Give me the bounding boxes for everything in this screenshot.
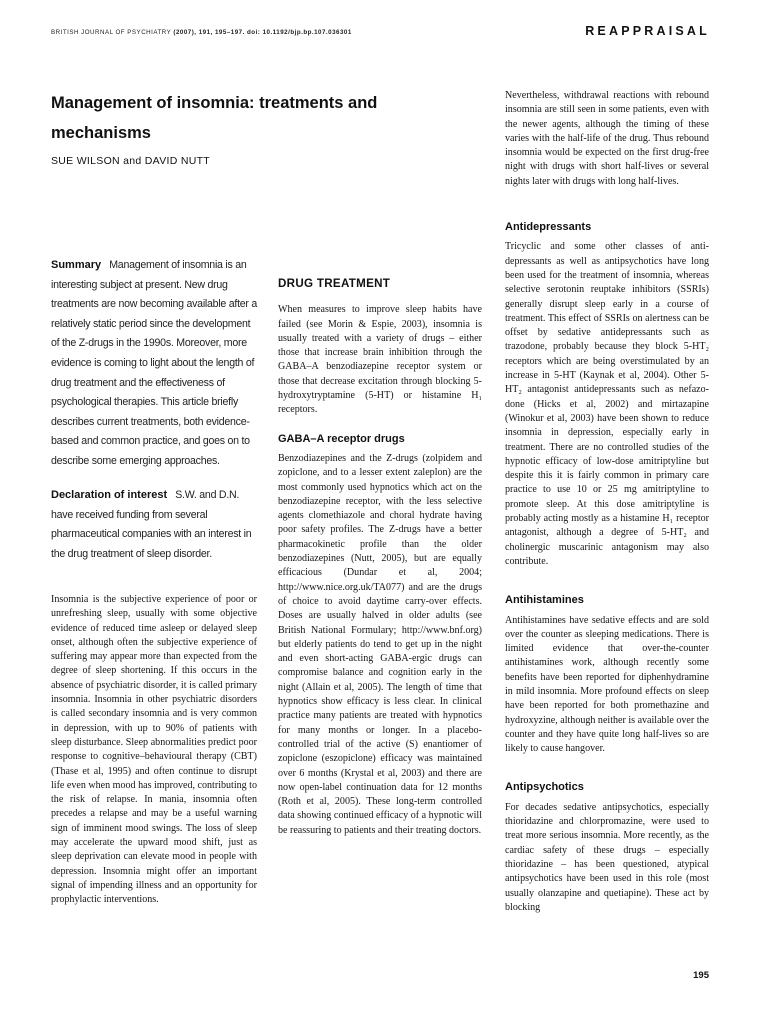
page-number: 195 bbox=[693, 970, 709, 981]
author-conjunction: and bbox=[123, 155, 142, 167]
author-second: DAVID NUTT bbox=[144, 155, 211, 167]
article-authors bbox=[51, 155, 210, 167]
gaba-heading: GABA–A receptor drugs bbox=[278, 432, 405, 445]
intro-paragraph: Insomnia is the subjective experience of poor or unrefreshing sleep, usually with some objective evidence of reduced time asleep or delayed sleep onset, although often the subjective experience of suffering may appear more than expected from the degree of sleep shortening. If this occurs in the absence of psychiatric disorder, it is called primary insomnia. Insomnia in other psychiatric disorders is called secondary insomnia and is very common in depression, with up to 90% of patients with sleep disturbance. Sleep abnormalities predict poor response to cognitive–behavioural therapy (CBT) (Thase et al, 1995) and often continue to disrupt life even when mood has improved, contributing to the risk of relapse. In mania, insomnia often precedes a relapse and may be a useful warning sign of imminent mood swings. The loss of sleep may accelerate the upward mood shift, just as sleep deprivation can elevate mood in people with depression. Insomnia might offer an important signal of impending illness and an opportunity for prophylactic interventions. bbox=[51, 594, 257, 906]
journal-name: BRITISH JOURNAL OF PSYCHIATRY bbox=[51, 29, 172, 36]
summary-heading: Summary bbox=[51, 259, 102, 271]
article-title: Management of insomnia: treatments and mechanisms bbox=[51, 94, 378, 142]
summary-block bbox=[51, 256, 259, 472]
journal-citation bbox=[51, 29, 471, 36]
antipsychotics-paragraph: For decades sedative antipsychotics, especially thioridazine and chlorpromazine, were used to treat more serious insomnia. More recently, as the cardiac safety of these drugs – especially thioridazine – has been questioned, atypical antipsychotics have been used in this role (most usually olanzapine and quetiapine). These act by blocking bbox=[505, 801, 709, 913]
withdrawal-paragraph: Nevertheless, withdrawal reactions with rebound insomnia are still seen in some patients, even with the newer agents, although the timing of these varies with the half-life of the drug. Thus rebound insomnia would be expected on the first drug-free night with drugs with short half-lives or several nights later with drugs with long half-lives. bbox=[505, 90, 709, 187]
antipsychotics-heading: Antipsychotics bbox=[505, 781, 584, 794]
gaba-paragraph: Benzodiazepines and the Z-drugs (zolpidem and zopiclone, and to a lesser extent zaleplon) are the most commonly used hypnotics which act on the benzodiazepine receptor, with the less selective agents clomethiazole and choral hydrate having poor safety profiles. The Z-drugs have a better pharmacokinetic profile than the older benzodiazepines (Nutt, 2005), but are equally efficacious (Dundar et al, 2004; http://www.nice.org.uk/TA077) and are the drugs of choice to avoid daytime carry-over effects. Doses are usually halved in older adults (see British National Formulary; http://www.bnf.org) but elderly patients do tend to get up in the night and even short-acting GABA-ergic drugs can compromise balance and cognition early in the night (Allain et al, 2005). The length of time that hypnotics show efficacy is less clear. In clinical practice many patients are treated with hypnotics for many months or longer. In a placebo-controlled trial of the active (S) enantiomer of zopiclone (eszopiclone) efficacy was maintained over 6 months (Krystal et al, 2003) and there are now open-label continuation data for 12 months (Roth et al, 2005). These long-term controlled data showing continued efficacy of a hypnotic will be reassuring to patients and their treating doctors. bbox=[278, 452, 482, 836]
declaration-block bbox=[51, 486, 259, 564]
author-first: SUE WILSON bbox=[51, 155, 120, 167]
antihistamines-heading: Antihistamines bbox=[505, 594, 584, 607]
body-column-2 bbox=[278, 257, 482, 838]
declaration-text: S.W. and D.N. have received funding from several pharmaceutical companies with an interest in the drug treatment of sleep disorder. bbox=[51, 489, 252, 560]
citation-details: (2007), 191, 195–197. doi: 10.1192/bjp.bp.107.036301 bbox=[173, 29, 352, 36]
antihistamines-paragraph: Antihistamines have sedative effects and are sold over the counter as sleeping medications. There is limited evidence that over-the-counter antihistamines work, although recently some benefits have been reported for diphenhydramine in mild insomnia. More profound effects on sleep have been reported for both promethazine and hydroxyzine, although neither is available over the counter and they have quite long half-lives so are likely to cause hangover. bbox=[505, 614, 709, 755]
summary-text: Management of insomnia is an interesting subject at present. New drug treatments are now becoming available after a relatively static period since the development of the Z-drugs in the 1990s. Moreover, more evidence is coming to light about the length of drug treatment and the effectiveness of psychological therapies. This article briefly describes current treatments, both evidence-based and common practice, and goes on to describe some emerging approaches. bbox=[51, 259, 258, 467]
drug-treatment-heading: DRUG TREATMENT bbox=[278, 277, 391, 290]
section-label: REAPPRAISAL bbox=[585, 24, 710, 38]
body-column-3 bbox=[505, 89, 709, 915]
drug-treatment-paragraph: When measures to improve sleep habits have failed (see Morin & Espie, 2003), insomnia is usually treated with a variety of drugs – either those that increase brain inhibition through the GABA–A benzodiazepine receptor system or those that decrease excitation through blocking 5-hydroxytryptamine (5-HT) or histamine H₁ receptors. bbox=[278, 304, 482, 416]
antidepressants-paragraph: Tricyclic and some other classes of antidepressants as well as antipsychotics have long been used for the treatment of insomnia, whereas selective serotonin reuptake inhibitors (SSRIs) generally disrupt sleep early in a course of treatment. This effect of SSRIs on alertness can be offset by sedative antidepressants such as trazodone, probably because they block 5-HT₂ receptors which are being overstimulated by an increase in 5-HT (Kaynak et al, 2004). Other 5-HT₂ antagonist antidepressants such as nefazodone (Hicks et al, 2002) and mirtazapine (Winokur et al, 2003) have been shown to reduce insomnia in depression, especially early in treatment. There are no controlled studies of the hypnotic efficacy of low-dose amitriptyline but despite this it is fairly common in primary care practice to use 10 or 25 mg amitriptyline to promote sleep. At this dose amitriptyline is probably acting mostly as a histamine H₁ receptor antagonist, although a degree of 5-HT₂ and cholinergic muscarinic antagonism may also contribute. bbox=[505, 241, 709, 567]
body-column-1 bbox=[51, 593, 257, 908]
antidepressants-heading: Antidepressants bbox=[505, 221, 592, 234]
declaration-heading: Declaration of interest bbox=[51, 489, 168, 501]
